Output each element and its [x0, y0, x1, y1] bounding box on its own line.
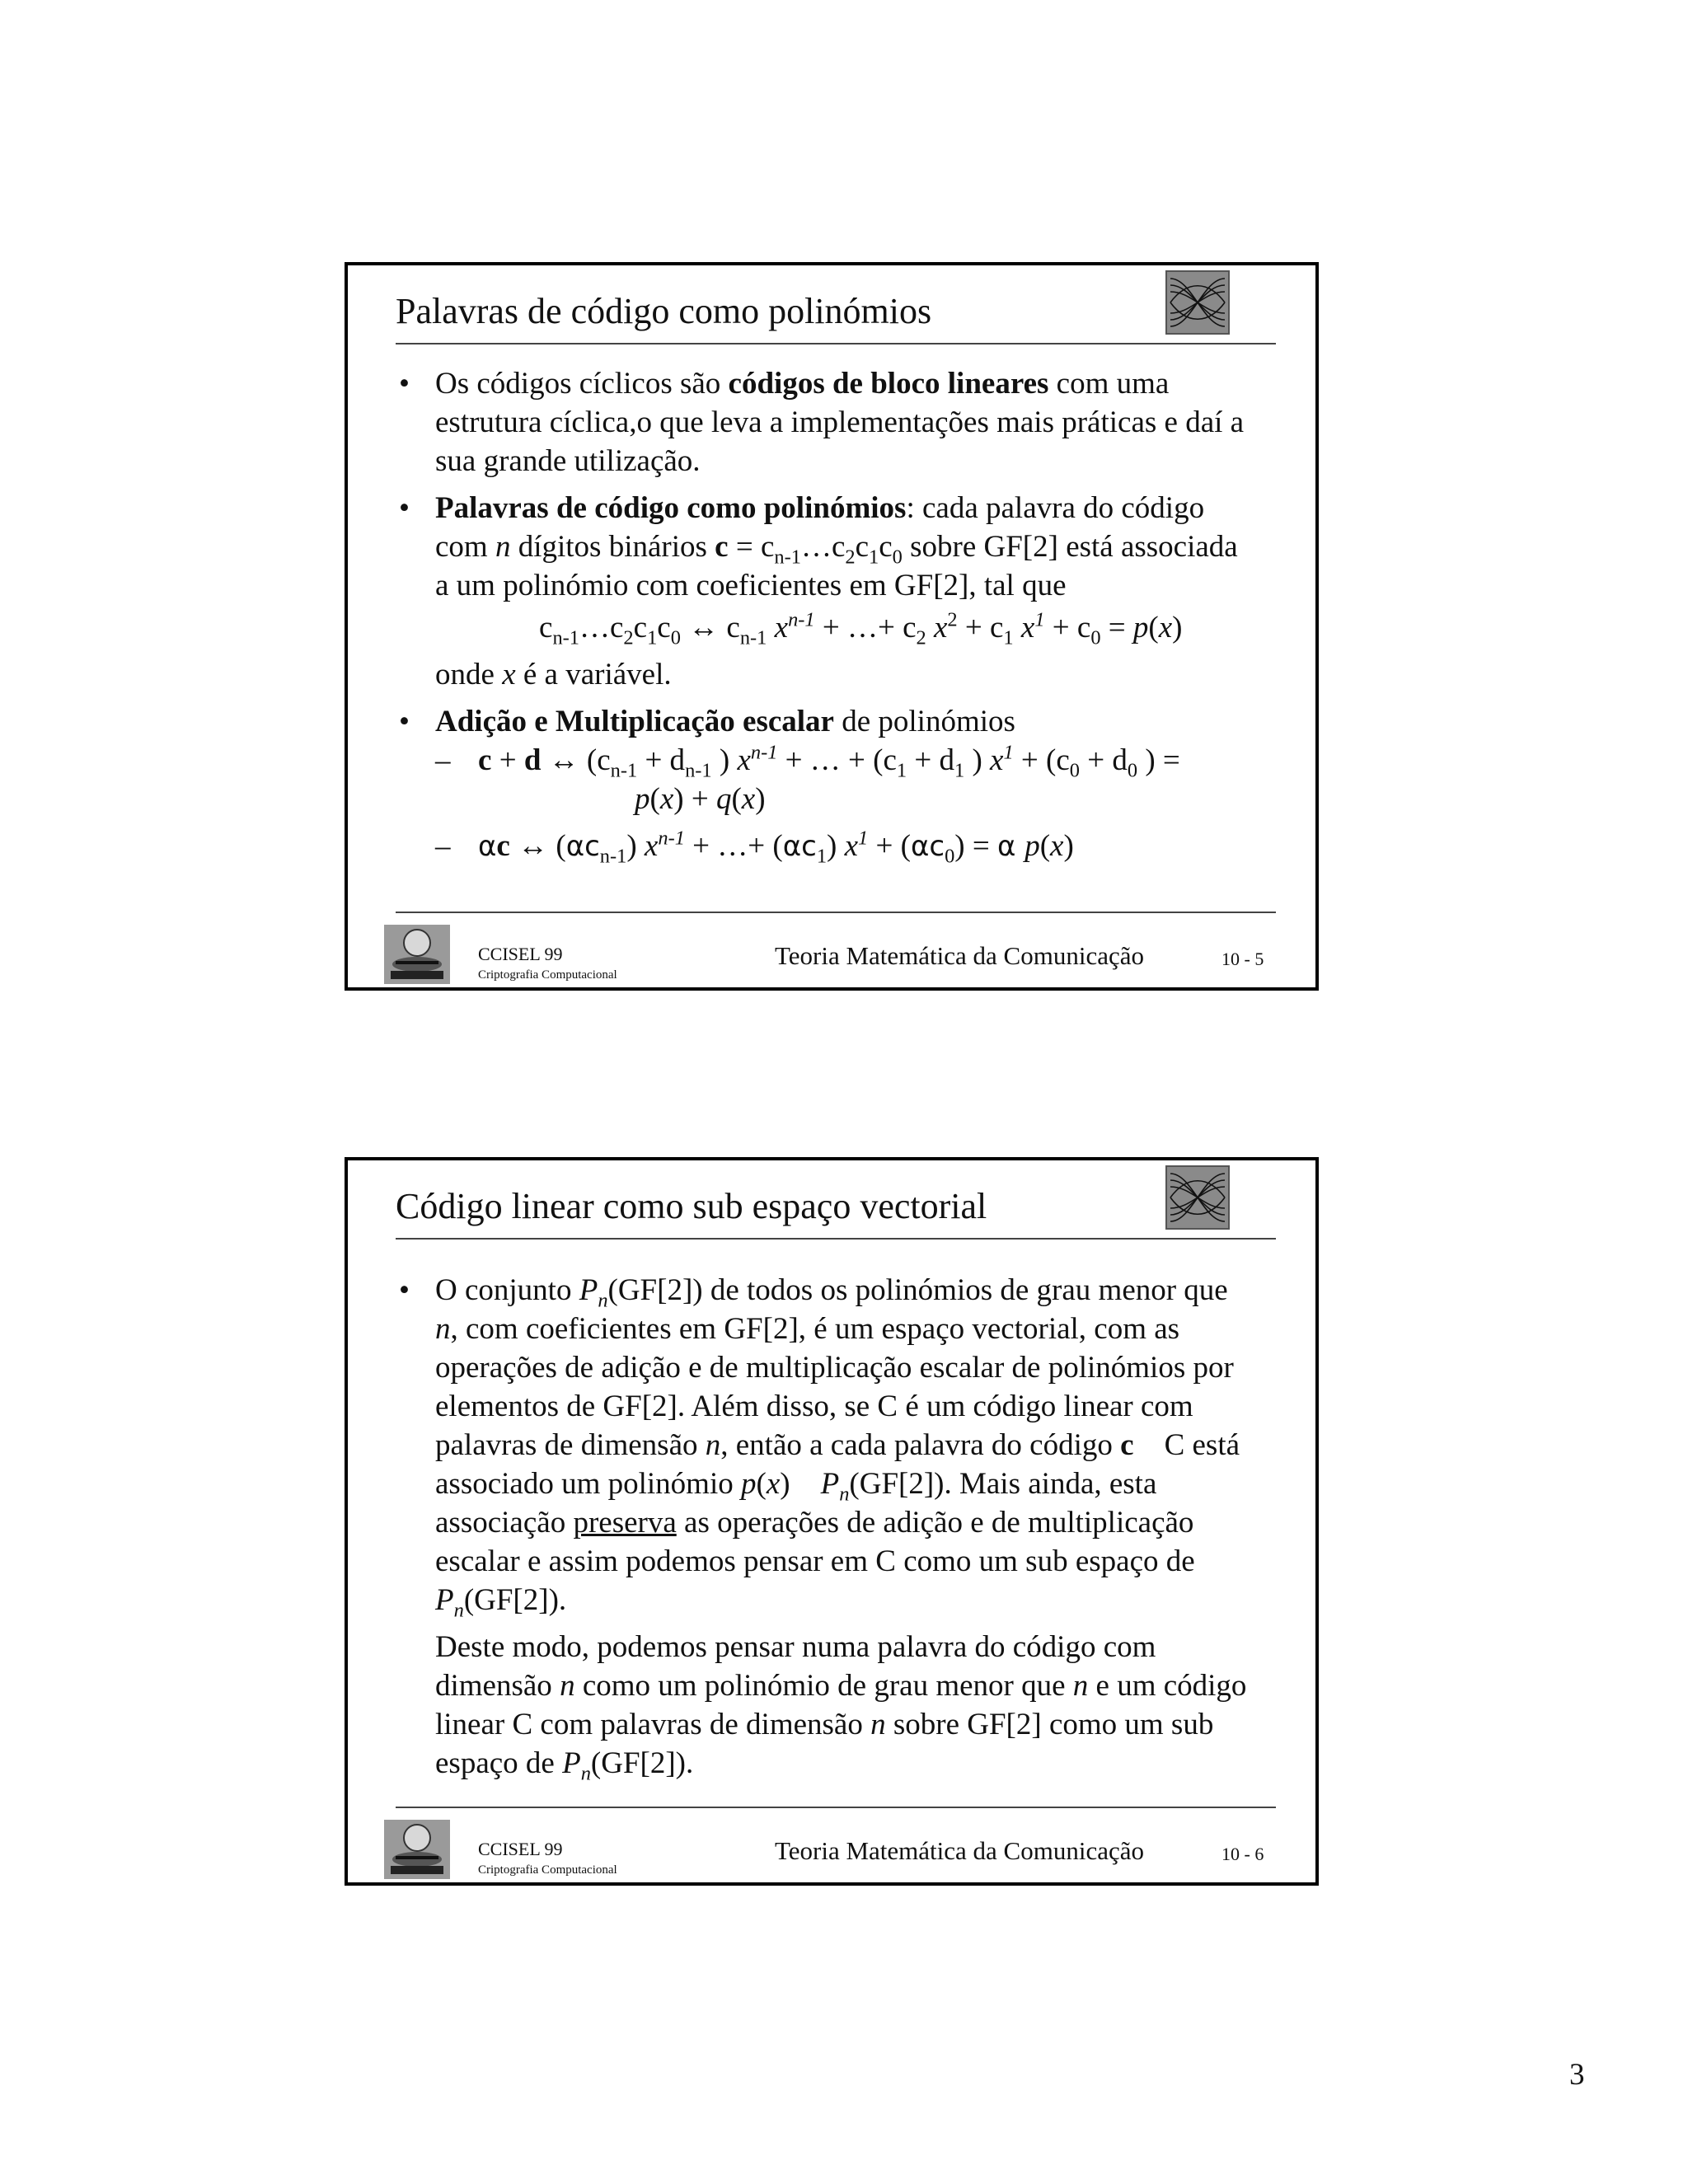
bullet-item: • Palavras de código como polinómios: cada palavra do código com n dígitos binários $c = c_{n-1}\dots c_2c_1c_0$ sobre GF[2] está associada a um polinómio com coeficientes em GF[2], tal que $c_{n-1}\dots c_2c_1c_0$ ↔ $c_{n-1}$ $x^{n-1}$ + …+ $c_2$ $x^2 + c_1$ $x^1 + c_0 = p(x)$ onde x é a variável.: [399, 489, 1258, 694]
curves-logo-icon: [1165, 270, 1230, 335]
footer-course: Teoria Matemática da Comunicação: [775, 1836, 1144, 1865]
title-divider: [396, 1238, 1276, 1240]
bullet-icon: •: [399, 705, 410, 738]
bullet-icon: •: [399, 491, 410, 525]
dash-icon: –: [435, 829, 451, 863]
curves-logo-icon: [1165, 1165, 1230, 1230]
footer-org-subtitle: Criptografia Computacional: [478, 1863, 617, 1877]
ccisel-logo-icon: [384, 925, 450, 984]
bullet-item: • Os códigos cíclicos são códigos de bloco lineares com uma estrutura cíclica,o que leva a implementações mais práticas e daí a sua grande utilização.: [399, 364, 1258, 480]
slide-title: Código linear como sub espaço vectorial: [396, 1186, 987, 1226]
bullet-icon: •: [399, 1273, 410, 1307]
footer-divider: [396, 912, 1276, 913]
paragraph: Deste modo, podemos pensar numa palavra do código com dimensão n como um polinómio de grau menor que n e um código linear C com palavras de dimensão n sobre GF[2] como um sub espaço de $P_n(GF[2])$.: [435, 1630, 1247, 1785]
slide-number: 10 - 5: [1221, 949, 1264, 969]
slide-body: [399, 364, 1258, 866]
footer-divider: [396, 1807, 1276, 1808]
footer-course: Teoria Matemática da Comunicação: [775, 941, 1144, 970]
dash-icon: –: [435, 743, 451, 777]
sub-item-addition: – c + d ↔ ($c_{n-1} + d_{n-1}$ ) $x^{n-1}$ + … + ($c_1 + d_1$ ) $x^1 + (c_0 + d_0$ ) = p(x) + q(x): [435, 741, 1180, 816]
sub-item-scalar: – αc ↔ $(\alpha c_{n-1}) x^{n-1}$ + …+ $(\alpha c_1) x^1 + (\alpha c_0) = \alpha$ p(x): [435, 827, 1074, 868]
bullet-item: • Adição e Multiplicação escalar de polinómios: [399, 702, 1258, 741]
footer-org: CCISEL 99: [478, 1839, 563, 1859]
slide-body: [399, 1271, 1258, 1783]
bullet-item: • O conjunto $P_n(GF[2])$ de todos os polinómios de grau menor que n, com coeficientes em GF[2], é um espaço vectorial, com as operações de adição e de multiplicação escalar de polinómios por elementos de GF[2]. Além disso, se C é um código linear com palavras de dimensão n, então a cada palavra do código c C está associado um polinómio p(x) $P_n(GF[2])$. Mais ainda, esta associação preserva as operações de adição e de multiplicação escalar e assim podemos pensar em C como um sub espaço de $P_n(GF[2])$. Deste modo, podemos pensar numa palavra do código com dimensão n como um polinómio de grau menor que n e um código linear C com palavras de dimensão n sobre GF[2] como um sub espaço de $P_n(GF[2])$.: [399, 1271, 1258, 1783]
title-divider: [396, 343, 1276, 344]
slide-10-5: [345, 262, 1319, 991]
bullet-icon: •: [399, 367, 410, 401]
polynomial-formula: $c_{n-1}\dots c_2c_1c_0$ ↔ $c_{n-1}$ $x^{n-1}$ + …+ $c_2$ $x^2 + c_1$ $x^1 + c_0 = p(x)$: [539, 608, 1183, 649]
footer-org: CCISEL 99: [478, 944, 563, 964]
footer-org-subtitle: Criptografia Computacional: [478, 968, 617, 982]
slide-number: 10 - 6: [1221, 1844, 1264, 1864]
slide-10-6: [345, 1157, 1319, 1886]
slide-title: Palavras de código como polinómios: [396, 291, 932, 331]
page-number: 3: [1569, 2058, 1585, 2092]
ccisel-logo-icon: [384, 1820, 450, 1879]
